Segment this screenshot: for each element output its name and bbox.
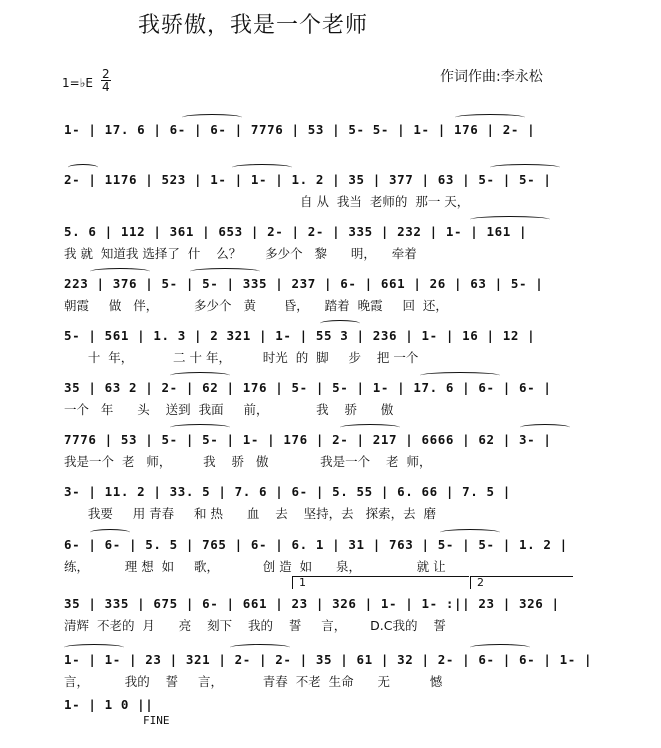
lyric-line-9: 练， 理 想 如 歌， 创 造 如 泉， 就 让 [64,559,446,574]
lyric-line-7: 我是一个 老 师， 我 骄 傲 我是一个 老 师， [64,454,432,469]
slur-mark [232,164,292,171]
slur-mark [470,216,550,223]
lyric-line-6: 一个 年 头 送到 我面 前， 我 骄 傲 [64,402,394,417]
song-title: 我骄傲，我是一个老师 [138,13,369,38]
key-signature: 1=♭E [62,76,93,90]
slur-mark [470,644,530,651]
notation-line-11: 1- | 1- | 23 | 321 | 2- | 2- | 35 | 61 | 32 | 2- | 6- | 6- | 1- | [64,652,593,667]
slur-mark [340,424,400,431]
slur-mark [170,372,230,379]
slur-mark [68,164,98,171]
slur-mark [520,424,570,431]
notation-line-7: 7776 | 53 | 5- | 5- | 1- | 176 | 2- | 217 | 6666 | 62 | 3- | [64,432,552,447]
fine-marker: FINE [143,714,170,727]
composer-credit: 作词作曲:李永松 [440,69,543,85]
slur-mark [440,529,500,536]
first-ending-bracket: 1 [292,576,469,589]
slur-mark [182,114,242,121]
slur-mark [455,114,525,121]
notation-line-6: 35 | 63 2 | 2- | 62 | 176 | 5- | 5- | 1- | 17. 6 | 6- | 6- | [64,380,552,395]
notation-line-4: 223 | 376 | 5- | 5- | 335 | 237 | 6- | 661 | 26 | 63 | 5- | [64,276,544,291]
time-signature-bottom: 4 [102,80,110,94]
time-signature [101,68,111,93]
lyric-line-5: 十 年， 二 十 年， 时光 的 脚 步 把 一个 [64,350,419,365]
slur-mark [90,268,150,275]
notation-line-5: 5- | 561 | 1. 3 | 2 321 | 1- | 55 3 | 236 | 1- | 16 | 12 | [64,328,536,343]
slur-mark [64,644,124,651]
slur-mark [320,320,360,327]
notation-line-12: 1- | 1 0 || [64,697,154,712]
lyric-line-8: 我要 用 青春 和 热 血 去 坚持，去 探索，去 磨 [64,506,437,521]
notation-line-3: 5. 6 | 112 | 361 | 653 | 2- | 2- | 335 | 232 | 1- | 161 | [64,224,528,239]
slur-mark [90,529,130,536]
lyric-line-4: 朝霞 做 伴， 多少个 黄 昏， 踏着 晚霞 回 还， [64,298,448,313]
slur-mark [490,164,560,171]
time-signature-top: 2 [102,67,110,81]
notation-line-1: 1- | 17. 6 | 6- | 6- | 7776 | 53 | 5- 5- | 1- | 176 | 2- | [64,122,536,137]
lyric-line-11: 言， 我的 誓 言， 青春 不老 生命 无 憾 [64,674,443,689]
slur-mark [230,644,290,651]
lyric-line-2: 自 从 我当 老师的 那一 天， [300,194,470,209]
lyric-line-3: 我 就 知道我 选择了 什 么？ 多少个 黎 明， 牵着 [64,246,417,261]
notation-line-8: 3- | 11. 2 | 33. 5 | 7. 6 | 6- | 5. 55 | 6. 66 | 7. 5 | [64,484,511,499]
slur-mark [170,424,230,431]
slur-mark [420,372,500,379]
notation-line-2: 2- | 1176 | 523 | 1- | 1- | 1. 2 | 35 | 377 | 63 | 5- | 5- | [64,172,552,187]
slur-mark [190,268,260,275]
lyric-line-10: 清辉 不老的 月 亮 刻下 我的 誓 言， D.C我的 誓 [64,618,446,633]
notation-line-9: 6- | 6- | 5. 5 | 765 | 6- | 6. 1 | 31 | 763 | 5- | 5- | 1. 2 | [64,537,568,552]
notation-line-10: 35 | 335 | 675 | 6- | 661 | 23 | 326 | 1- | 1- :|| 23 | 326 | [64,596,560,611]
second-ending-bracket: 2 [470,576,573,589]
